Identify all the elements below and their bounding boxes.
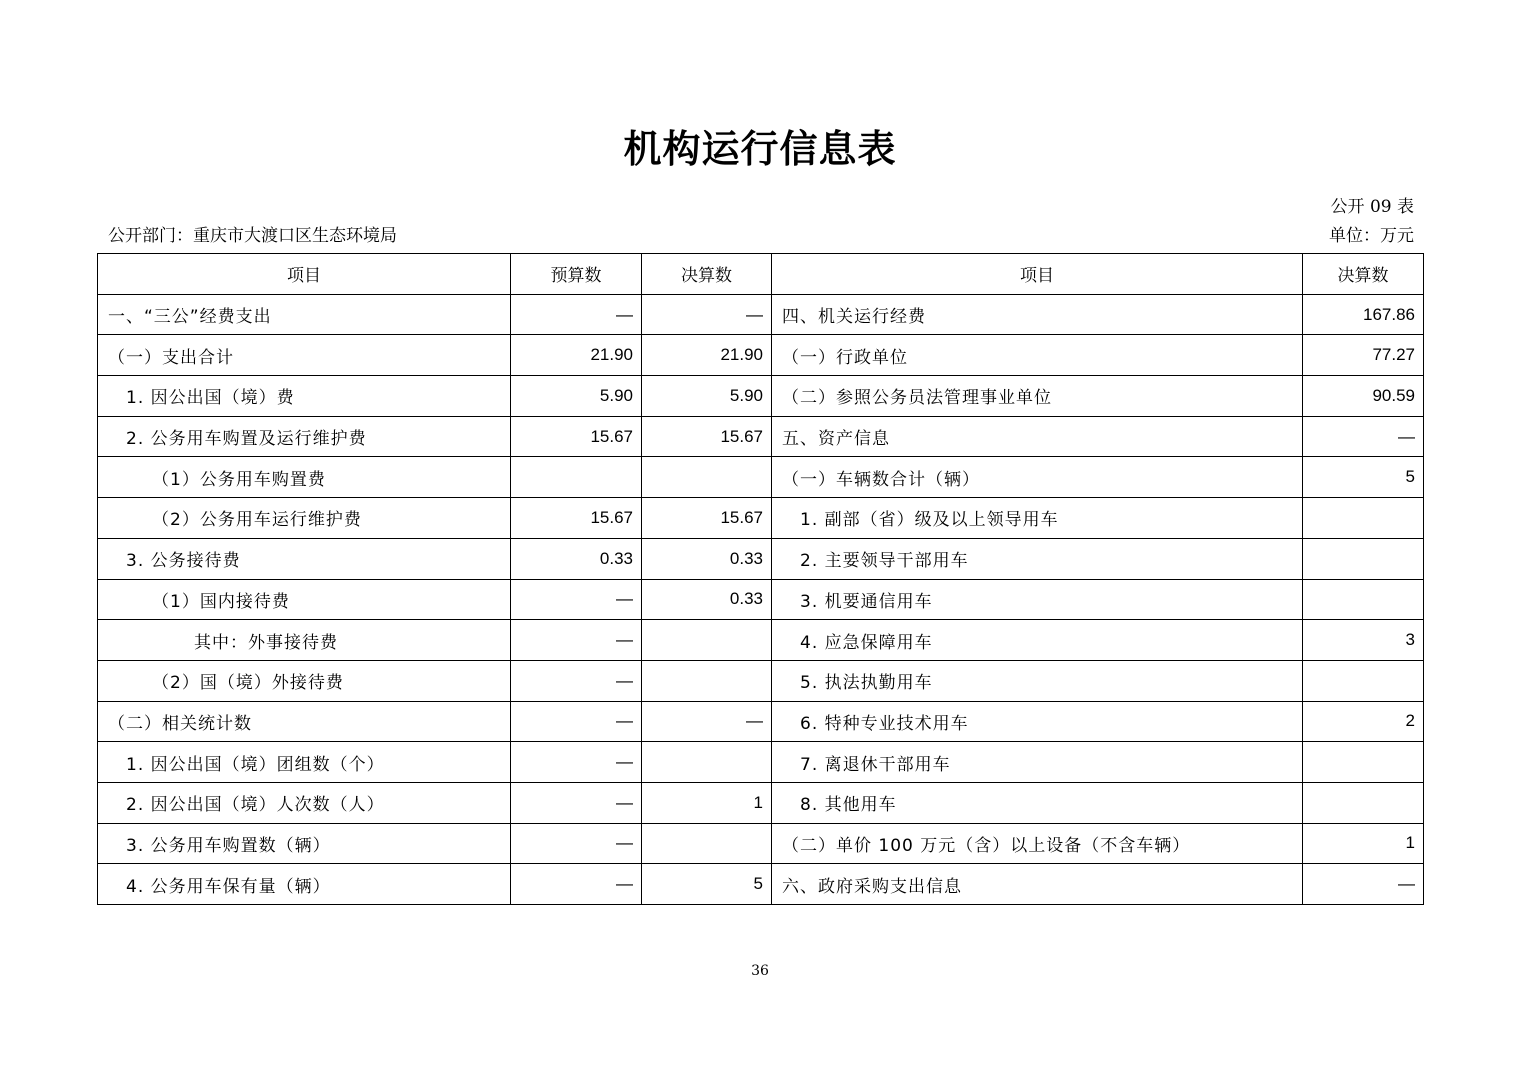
- right-item-cell: 1. 副部（省）级及以上领导用车: [772, 498, 1303, 539]
- right-item-cell: 六、政府采购支出信息: [772, 864, 1303, 905]
- table-row: [98, 660, 1424, 701]
- final-cell: —: [642, 701, 772, 742]
- right-final-cell: 1: [1303, 823, 1424, 864]
- left-item-cell: 一、“三公”经费支出: [98, 294, 511, 335]
- table-row: [98, 701, 1424, 742]
- unit-label: 单位：万元: [1329, 226, 1414, 246]
- table-row: [98, 742, 1424, 783]
- left-item-cell: 3. 公务用车购置数（辆）: [98, 823, 511, 864]
- table-row: [98, 376, 1424, 417]
- right-final-cell: [1303, 579, 1424, 620]
- right-item-cell: （一）行政单位: [772, 335, 1303, 376]
- right-item-cell: 6. 特种专业技术用车: [772, 701, 1303, 742]
- right-item-cell: 2. 主要领导干部用车: [772, 538, 1303, 579]
- budget-cell: —: [511, 782, 642, 823]
- final-cell: 15.67: [642, 416, 772, 457]
- left-item-cell: 2. 公务用车购置及运行维护费: [98, 416, 511, 457]
- budget-cell: —: [511, 742, 642, 783]
- header-final: 决算数: [642, 254, 772, 295]
- budget-cell: —: [511, 660, 642, 701]
- right-item-cell: （一）车辆数合计（辆）: [772, 457, 1303, 498]
- table-header-row: [98, 254, 1424, 295]
- table-row: [98, 498, 1424, 539]
- budget-cell: 0.33: [511, 538, 642, 579]
- table-code: 公开 09 表: [1330, 197, 1414, 217]
- left-item-cell: （1）公务用车购置费: [98, 457, 511, 498]
- right-item-cell: 4. 应急保障用车: [772, 620, 1303, 661]
- left-item-cell: 其中：外事接待费: [98, 620, 511, 661]
- table-row: [98, 416, 1424, 457]
- budget-cell: —: [511, 620, 642, 661]
- budget-cell: 21.90: [511, 335, 642, 376]
- left-item-cell: 4. 公务用车保有量（辆）: [98, 864, 511, 905]
- final-cell: 15.67: [642, 498, 772, 539]
- left-item-cell: （2）公务用车运行维护费: [98, 498, 511, 539]
- budget-cell: 5.90: [511, 376, 642, 417]
- budget-cell: —: [511, 294, 642, 335]
- right-item-cell: 5. 执法执勤用车: [772, 660, 1303, 701]
- right-item-cell: （二）单价 100 万元（含）以上设备（不含车辆）: [772, 823, 1303, 864]
- right-item-cell: 7. 离退休干部用车: [772, 742, 1303, 783]
- table-row: [98, 864, 1424, 905]
- header-left-item: 项目: [98, 254, 511, 295]
- final-cell: 1: [642, 782, 772, 823]
- right-final-cell: 167.86: [1303, 294, 1424, 335]
- right-item-cell: 五、资产信息: [772, 416, 1303, 457]
- table-row: [98, 294, 1424, 335]
- info-table: [97, 253, 1424, 905]
- final-cell: [642, 457, 772, 498]
- final-cell: 21.90: [642, 335, 772, 376]
- right-final-cell: —: [1303, 416, 1424, 457]
- right-final-cell: [1303, 742, 1424, 783]
- final-cell: [642, 620, 772, 661]
- left-item-cell: 2. 因公出国（境）人次数（人）: [98, 782, 511, 823]
- department-label: 公开部门：重庆市大渡口区生态环境局: [108, 226, 397, 246]
- right-final-cell: 2: [1303, 701, 1424, 742]
- right-final-cell: [1303, 660, 1424, 701]
- left-item-cell: （二）相关统计数: [98, 701, 511, 742]
- table-row: [98, 782, 1424, 823]
- left-item-cell: 3. 公务接待费: [98, 538, 511, 579]
- final-cell: [642, 742, 772, 783]
- table-row: [98, 620, 1424, 661]
- right-final-cell: 77.27: [1303, 335, 1424, 376]
- right-final-cell: 3: [1303, 620, 1424, 661]
- table-row: [98, 538, 1424, 579]
- right-item-cell: （二）参照公务员法管理事业单位: [772, 376, 1303, 417]
- header-right-final: 决算数: [1303, 254, 1424, 295]
- right-item-cell: 四、机关运行经费: [772, 294, 1303, 335]
- budget-cell: —: [511, 701, 642, 742]
- table-row: [98, 823, 1424, 864]
- final-cell: —: [642, 294, 772, 335]
- header-right-item: 项目: [772, 254, 1303, 295]
- right-final-cell: 90.59: [1303, 376, 1424, 417]
- budget-cell: 15.67: [511, 416, 642, 457]
- right-final-cell: 5: [1303, 457, 1424, 498]
- right-item-cell: 3. 机要通信用车: [772, 579, 1303, 620]
- right-final-cell: —: [1303, 864, 1424, 905]
- page-number: 36: [751, 963, 769, 979]
- budget-cell: —: [511, 823, 642, 864]
- left-item-cell: （2）国（境）外接待费: [98, 660, 511, 701]
- final-cell: 0.33: [642, 538, 772, 579]
- page-title: 机构运行信息表: [623, 127, 897, 171]
- header-budget: 预算数: [511, 254, 642, 295]
- final-cell: [642, 660, 772, 701]
- budget-cell: —: [511, 864, 642, 905]
- left-item-cell: （1）国内接待费: [98, 579, 511, 620]
- table-row: [98, 579, 1424, 620]
- right-final-cell: [1303, 538, 1424, 579]
- budget-cell: [511, 457, 642, 498]
- right-final-cell: [1303, 498, 1424, 539]
- table-row: [98, 457, 1424, 498]
- right-final-cell: [1303, 782, 1424, 823]
- left-item-cell: 1. 因公出国（境）团组数（个）: [98, 742, 511, 783]
- budget-cell: 15.67: [511, 498, 642, 539]
- final-cell: 5: [642, 864, 772, 905]
- right-item-cell: 8. 其他用车: [772, 782, 1303, 823]
- left-item-cell: （一）支出合计: [98, 335, 511, 376]
- final-cell: 0.33: [642, 579, 772, 620]
- budget-cell: —: [511, 579, 642, 620]
- final-cell: [642, 823, 772, 864]
- final-cell: 5.90: [642, 376, 772, 417]
- left-item-cell: 1. 因公出国（境）费: [98, 376, 511, 417]
- table-row: [98, 335, 1424, 376]
